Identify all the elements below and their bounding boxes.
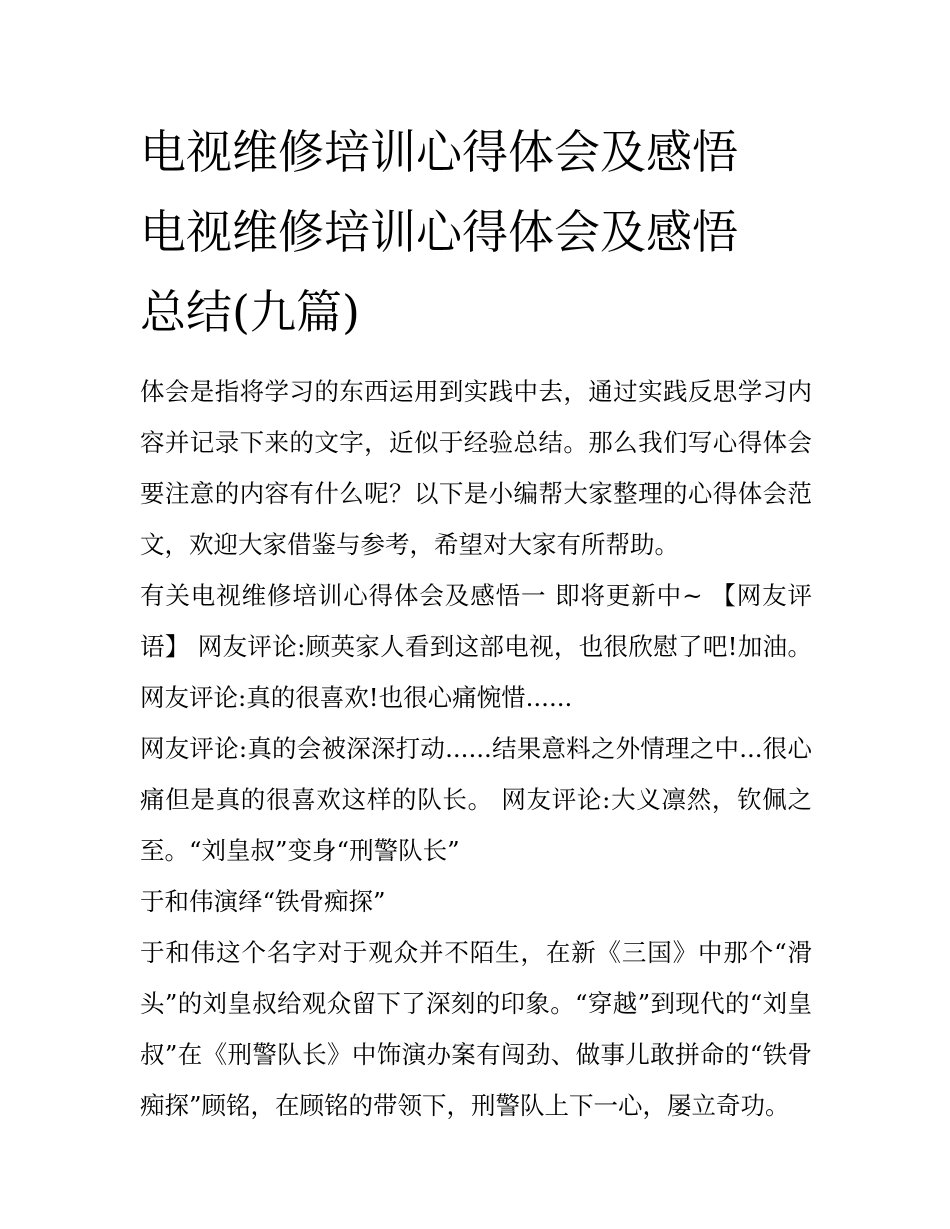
title-line-1: 电视维修培训心得体会及感悟 [140, 125, 738, 179]
title-line-2: 电视维修培训心得体会及感悟 [140, 205, 738, 259]
paragraph-subheading: 于和伟演绎“铁骨痴探” [140, 887, 386, 916]
paragraph-actor: 于和伟这个名字对于观众并不陌生，在新《三国》中那个“滑头”的刘皇叔给观众留下了深刻的印象。“穿越”到现代的“刘皇叔”在《刑警队长》中饰演办案有闯劲、做事儿敢拼命的“铁骨痴探”顾铭，在顾铭的带领下，刑警队上下一心，屡立奇功。 [140, 938, 812, 1120]
title-line-3: 总结(九篇) [140, 285, 360, 339]
document-content [140, 112, 812, 1131]
paragraph-intro: 体会是指将学习的东西运用到实践中去，通过实践反思学习内容并记录下来的文字，近似于经验总结。那么我们写心得体会要注意的内容有什么呢？以下是小编帮大家整理的心得体会范文，欢迎大家借鉴与参考，希望对大家有所帮助。 [140, 377, 812, 559]
document-body [140, 366, 812, 1131]
paragraph-comments-1: 有关电视维修培训心得体会及感悟一 即将更新中~ 【网友评语】 网友评论:顾英家人看到这部电视，也很欣慰了吧!加油。网友评论:真的很喜欢!也很心痛惋惜...... [140, 581, 812, 712]
document-title [140, 112, 812, 352]
paragraph-comments-2: 网友评论:真的会被深深打动......结果意料之外情理之中...很心痛但是真的很喜欢这样的队长。 网友评论:大义凛然，钦佩之至。“刘皇叔”变身“刑警队长” [140, 734, 812, 865]
